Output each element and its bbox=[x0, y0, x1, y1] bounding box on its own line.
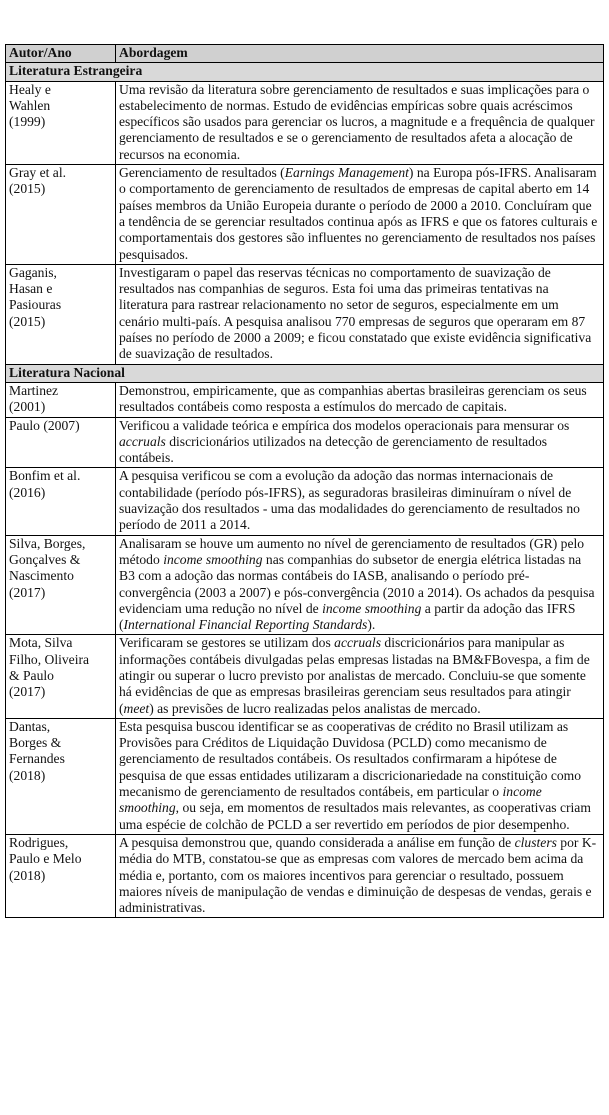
abordagem-text: Investigaram o papel das reservas técnicas no comportamento de suavização de resultados nas companhias de seguros. Esta foi uma das primeiras tentativas na literatura para rastrear relacionamento no setor de seguros, especialmente em um cenário multi-país. A pesquisa analisou 770 empresas de seguros que operaram em 87 países no período de 2000 a 2009; e ficou constatado que existe evidência significativa de suavização de resultados. bbox=[119, 264, 592, 362]
abordagem-text: ). bbox=[367, 617, 376, 633]
table-row bbox=[6, 834, 604, 917]
italic-term: income smoothing bbox=[163, 551, 263, 567]
literature-review-table bbox=[5, 44, 604, 918]
abordagem-text: ) na Europa pós-IFRS. Analisaram o comportamento de gerenciamento de resultados de empresas de capital aberto em 14 países membros da União Europeia durante o período de 2000 a 2010. Concluíram que a tendência de se gerenciar resultados continua após as IFRS e que os fatores culturais e comportamentais dos gestores são influentes no gerenciamento de resultados nos países pesquisados. bbox=[119, 165, 598, 262]
table-row bbox=[6, 635, 604, 718]
italic-term: income smoothing bbox=[322, 600, 422, 616]
italic-term: International Financial Reporting Standards bbox=[123, 617, 368, 633]
header-abordagem: Abordagem bbox=[116, 45, 604, 63]
section-title: Literatura Estrangeira bbox=[6, 63, 604, 81]
section-title: Literatura Nacional bbox=[6, 364, 604, 382]
abordagem-cell bbox=[116, 468, 604, 535]
abordagem-text: Uma revisão da literatura sobre gerenciamento de resultados e suas implicações para o estabelecimento de normas. Estudo de evidências empíricas sobre quais acréscimos específicos são usados para gerenciar os lucros, a magnitude e a frequência de qualquer gerenciamento de resultados e se o gerenciamento de resultados afeta a alocação de recursos na economia. bbox=[119, 81, 595, 162]
abordagem-text: nas companhias do subsetor de energia elétrica listadas na B3 com a adoção das normas contábeis do IASB, analisando o período pré-convergência (2003 a 2007) e pós-convergência (2010 a 2014). Os achados da pesquisa evidenciam uma redução no nível de bbox=[119, 551, 595, 616]
abordagem-cell bbox=[116, 382, 604, 417]
table-row bbox=[6, 417, 604, 468]
autor-cell: Rodrigues, Paulo e Melo (2018) bbox=[6, 834, 116, 917]
abordagem-text: a partir da adoção das IFRS ( bbox=[119, 600, 576, 633]
autor-cell: Martinez (2001) bbox=[6, 382, 116, 417]
abordagem-cell bbox=[116, 635, 604, 718]
abordagem-cell bbox=[116, 834, 604, 917]
autor-cell: Gaganis, Hasan e Pasiouras (2015) bbox=[6, 264, 116, 364]
abordagem-text: Demonstrou, empiricamente, que as companhias abertas brasileiras gerenciam os seus resultados contábeis como resposta a estímulos do mercado de capitais. bbox=[119, 382, 587, 415]
abordagem-text: Analisaram se houve um aumento no nível de gerenciamento de resultados (GR) pelo método bbox=[119, 535, 585, 567]
section-row bbox=[6, 63, 604, 81]
italic-term: accruals bbox=[119, 433, 166, 449]
abordagem-cell bbox=[116, 718, 604, 834]
abordagem-text: ) as previsões de lucro realizadas pelos analistas de mercado. bbox=[149, 700, 481, 716]
italic-term: Earnings Management bbox=[284, 165, 409, 181]
abordagem-cell bbox=[116, 81, 604, 164]
italic-term: income smoothing bbox=[119, 784, 542, 816]
abordagem-text: A pesquisa verificou se com a evolução da adoção das normas internacionais de contabilidade (período pós-IFRS), as seguradoras brasileiras diminuíram o nível de suavização dos resultados - uma das modalidades do gerenciamento de resultados no período de 2011 a 2014. bbox=[119, 468, 580, 533]
abordagem-cell bbox=[116, 535, 604, 635]
table-row bbox=[6, 718, 604, 834]
italic-term: meet bbox=[123, 700, 150, 716]
autor-cell: Dantas, Borges & Fernandes (2018) bbox=[6, 718, 116, 834]
abordagem-text: , ou seja, em momentos de resultados mais relevantes, as cooperativas criam uma espécie de colchão de PCLD a ser revertido em períodos de pior desempenho. bbox=[119, 800, 591, 832]
section-row bbox=[6, 364, 604, 382]
abordagem-text: Verificou a validade teórica e empírica dos modelos operacionais para mensurar os bbox=[119, 417, 570, 433]
abordagem-text: Esta pesquisa buscou identificar se as cooperativas de crédito no Brasil utilizam as Provisões para Créditos de Liquidação Duvidosa (PCLD) como mecanismo de gerenciamento de resultados contábeis. Os resultados confirmaram a hipótese de pesquisa de que essas entidades utilizaram a discricionariedade na constituição como mecanismo de gerenciamento de resultados contábeis, em particular o bbox=[119, 718, 582, 800]
abordagem-text: discricionários para manipular as informações contábeis divulgadas pelas empresas listadas na BM&FBovespa, a fim de atingir ou superar o lucro previsto por analistas de mercado. Concluiu-se que somente há evidências de que as empresas brasileiras gerenciam seus resultados para atingir ( bbox=[119, 635, 590, 716]
abordagem-text: Gerenciamento de resultados ( bbox=[119, 165, 285, 181]
header-autor-ano: Autor/Ano bbox=[6, 45, 116, 63]
table-row bbox=[6, 535, 604, 635]
autor-cell: Healy e Wahlen (1999) bbox=[6, 81, 116, 164]
table-row bbox=[6, 81, 604, 164]
italic-term: clusters bbox=[514, 834, 557, 850]
table-row bbox=[6, 264, 604, 364]
table-row bbox=[6, 468, 604, 535]
abordagem-text: A pesquisa demonstrou que, quando considerada a análise em função de bbox=[119, 834, 515, 850]
abordagem-text: Verificaram se gestores se utilizam dos bbox=[119, 635, 335, 651]
table-row bbox=[6, 165, 604, 265]
autor-cell: Paulo (2007) bbox=[6, 417, 116, 468]
table-row bbox=[6, 382, 604, 417]
autor-cell: Gray et al. (2015) bbox=[6, 165, 116, 265]
abordagem-text: por K-média do MTB, constatou-se que as empresas com valores de mercado bem acima da média e, portanto, com os maiores incentivos para gerenciar o resultado, possuem maiores níveis de manipulação de vendas e diminuição de despesas de vendas, gerais e administrativas. bbox=[119, 834, 597, 916]
table-header-row bbox=[6, 45, 604, 63]
autor-cell: Bonfim et al. (2016) bbox=[6, 468, 116, 535]
autor-cell: Silva, Borges, Gonçalves & Nascimento (2017) bbox=[6, 535, 116, 635]
abordagem-cell bbox=[116, 417, 604, 468]
autor-cell: Mota, Silva Filho, Oliveira & Paulo (2017) bbox=[6, 635, 116, 718]
italic-term: accruals bbox=[334, 635, 381, 651]
abordagem-cell bbox=[116, 264, 604, 364]
abordagem-text: discricionários utilizados na detecção de gerenciamento de resultados contábeis. bbox=[119, 433, 548, 466]
abordagem-cell bbox=[116, 165, 604, 265]
